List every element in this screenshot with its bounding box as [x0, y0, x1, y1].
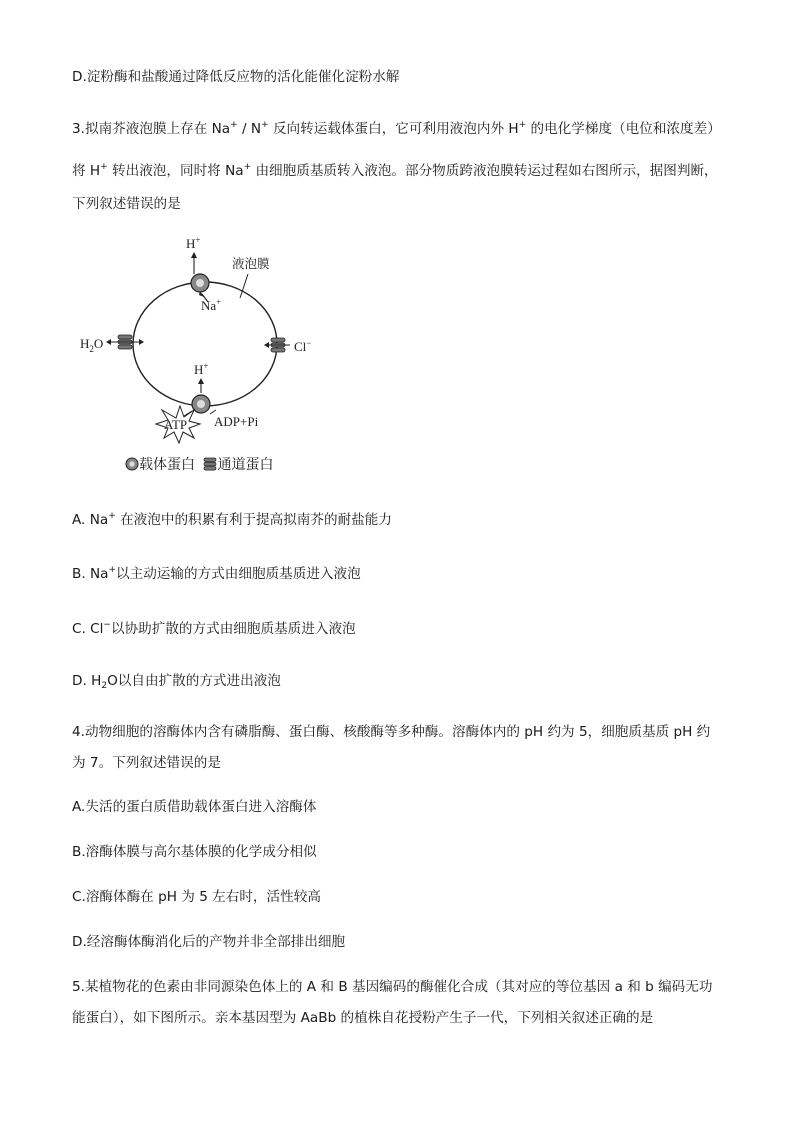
q4-option-a: A.失活的蛋白质借助载体蛋白进入溶酶体 [72, 799, 317, 815]
q3-stem-1b: / N [237, 121, 262, 137]
top-carrier-protein [191, 252, 209, 302]
q3-stem-line-3: 下列叙述错误的是 [72, 196, 181, 212]
water-channel-protein [106, 335, 144, 349]
sup-plus: + [100, 162, 108, 172]
q3-option-d: D. $H_2O$以自由扩散的方式进出液泡 [72, 673, 281, 691]
cl-label: Cl− [294, 338, 312, 354]
sup-plus: + [261, 120, 269, 130]
q3-option-c: C. Cl−以协助扩散的方式由细胞质基质进入液泡 [72, 620, 356, 637]
h-top-label: H+ [186, 235, 201, 251]
q4-option-c: C.溶酶体酶在 pH 为 5 左右时，活性较高 [72, 889, 321, 905]
h-bottom-label: H+ [194, 361, 209, 377]
q3-stem-line-2 [72, 161, 718, 181]
atp-label: ATP [164, 417, 188, 432]
bottom-carrier-protein [184, 378, 216, 416]
q3-option-b: B. Na+以主动运输的方式由细胞质基质进入液泡 [72, 565, 361, 582]
membrane-label: 液泡膜 [232, 256, 270, 271]
q3-stem-1a: 3.拟南芥液泡膜上存在 Na [72, 121, 231, 137]
legend-carrier-label: 载体蛋白 [139, 457, 195, 473]
q5-stem-line-2: 能蛋白），如下图所示。亲本基因型为 AaBb 的植株自花授粉产生子一代，下列相关叙述正确的是 [72, 1010, 654, 1026]
q3-stem-line-1 [72, 119, 721, 139]
channel-protein-icon [203, 457, 217, 477]
na-label: Na+ [201, 297, 222, 313]
sup-plus: + [243, 162, 252, 172]
vacuole-membrane-diagram [70, 234, 330, 444]
q3-stem-1c: 反向转运载体蛋白，它可利用液泡内外 H [268, 121, 519, 137]
sup-plus: + [230, 120, 238, 130]
q3-stem-2b: 转出液泡，同时将 Na [107, 163, 244, 179]
q5-stem-line-1: 5.某植物花的色素由非同源染色体上的 A 和 B 基因编码的酶催化合成（其对应的等位基因 a 和 b 编码无功 [72, 979, 713, 995]
legend-channel-label: 通道蛋白 [217, 457, 274, 473]
chloride-channel-protein [264, 338, 290, 352]
q3-option-a: A. Na+ 在液泡中的积累有利于提高拟南芥的耐盐能力 [72, 511, 392, 528]
q4-option-d: D.经溶酶体酶消化后的产物并非全部排出细胞 [72, 934, 346, 950]
sup-plus: + [518, 120, 527, 130]
carrier-protein-icon [125, 457, 139, 477]
q3-stem-2c: 由细胞质基质转入液泡。部分物质跨液泡膜转运过程如右图所示，据图判断， [251, 163, 718, 179]
q4-option-b: B.溶酶体膜与高尔基体膜的化学成分相似 [72, 844, 317, 860]
adp-label: ADP+Pi [214, 414, 259, 429]
diagram-legend [125, 455, 273, 477]
q3-stem-2a: 将 H [72, 163, 101, 179]
q4-stem-line-2: 为 7。下列叙述错误的是 [72, 755, 221, 771]
membrane-label-leader [240, 274, 248, 298]
h2o-label: $H_2O$ [80, 336, 104, 354]
q2-option-d: D.淀粉酶和盐酸通过降低反应物的活化能催化淀粉水解 [72, 69, 400, 85]
q4-stem-line-1: 4.动物细胞的溶酶体内含有磷脂酶、蛋白酶、核酸酶等多种酶。溶酶体内的 pH 约为 5，细胞质基质 pH 约 [72, 724, 711, 740]
q3-stem-1d: 的电化学梯度（电位和浓度差） [526, 121, 721, 137]
